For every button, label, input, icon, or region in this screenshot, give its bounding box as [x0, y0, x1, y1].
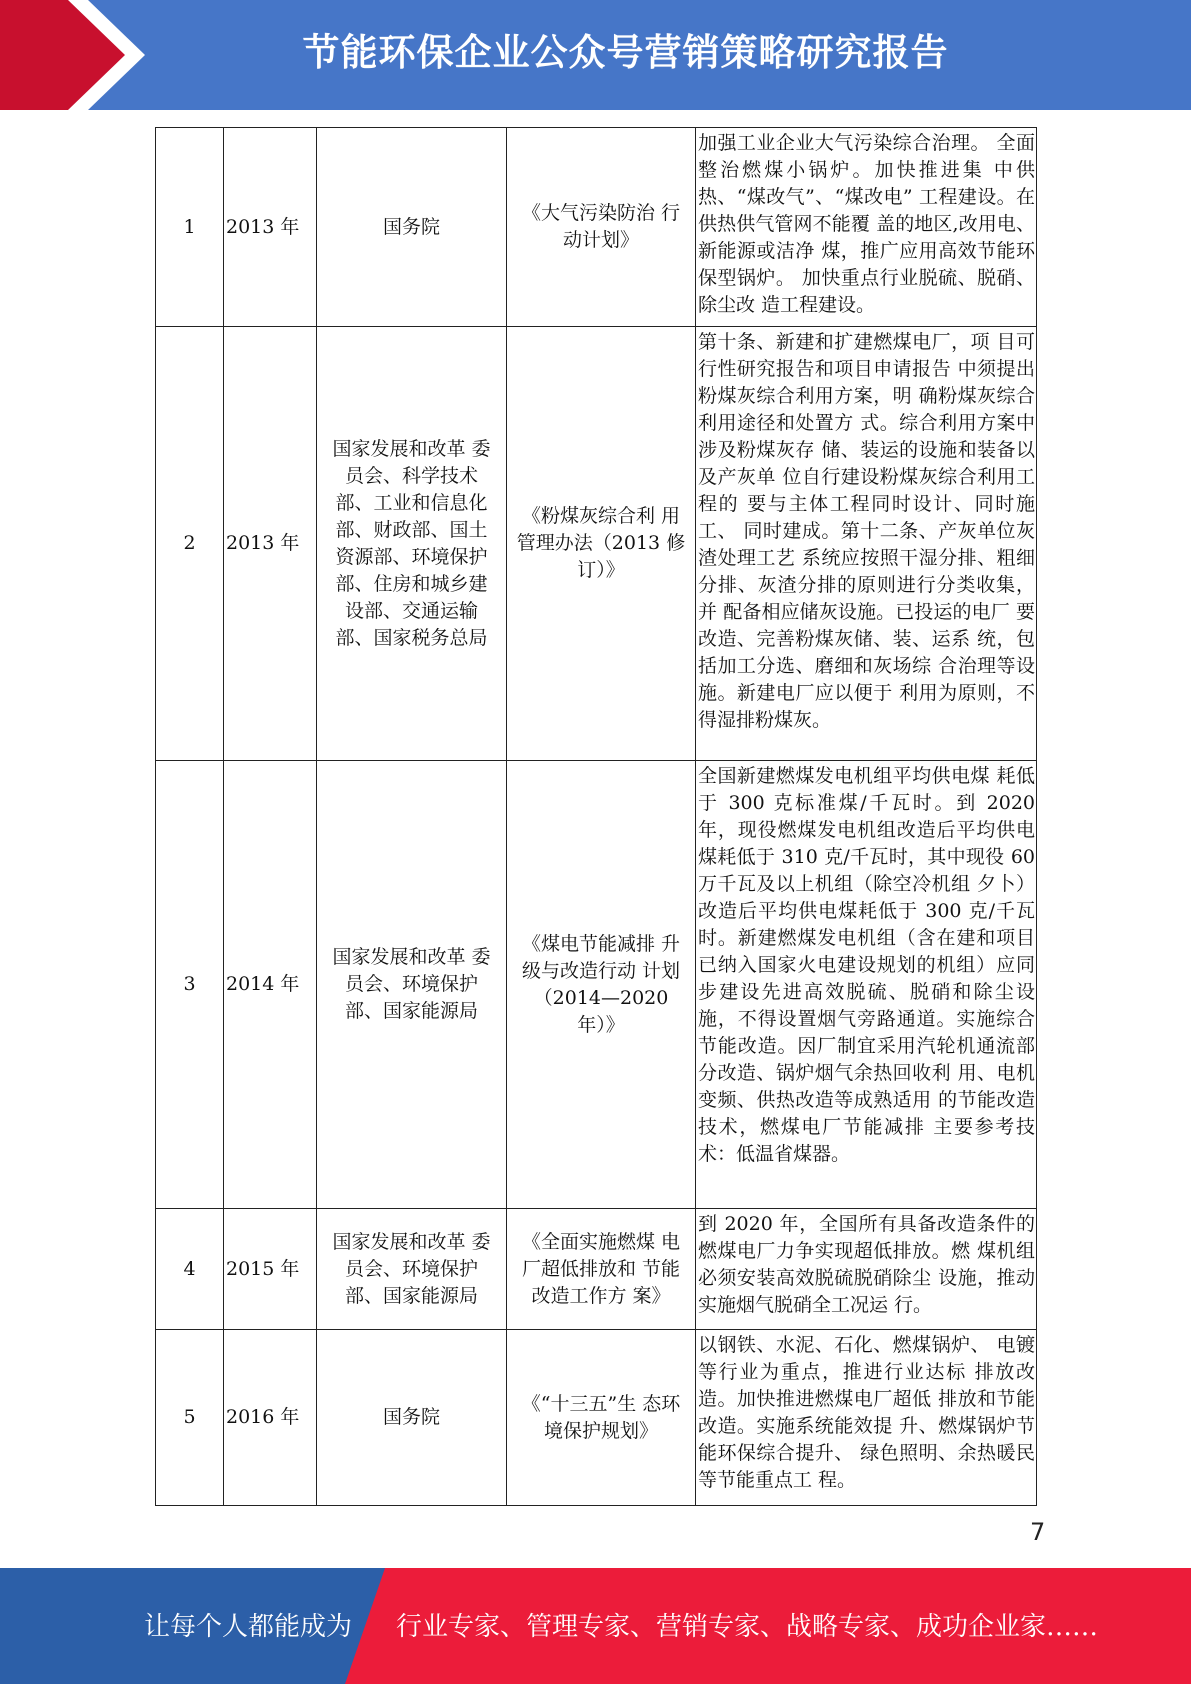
row-content: 以钢铁、水泥、石化、燃煤锅炉、 电镀等行业为重点，推进行业达标 排放改造。加快推进燃煤电厂超低 排放和节能改造。实施系统能效提 升、燃煤锅炉节能环保综合提升、 绿色照明、余热暖民等节能重点工 程。 [696, 1330, 1037, 1506]
row-organization: 国务院 [317, 128, 507, 327]
table-row [156, 1209, 1037, 1330]
row-number: 5 [156, 1330, 224, 1506]
footer-slogan-right: 行业专家、管理专家、营销专家、战略专家、成功企业家…… [396, 1612, 1099, 1642]
row-organization: 国家发展和改革 委员会、科学技术部、工业和信息化部、财政部、国土资源部、环境保护部、住房和城乡建设部、交通运输部、国家税务总局 [317, 327, 507, 761]
row-organization: 国务院 [317, 1330, 507, 1506]
page-number: 7 [1030, 1518, 1046, 1546]
row-organization: 国家发展和改革 委员会、环境保护部、国家能源局 [317, 1209, 507, 1330]
row-content: 加强工业企业大气污染综合治理。 全面整治燃煤小锅炉。加快推进集 中供热、“煤改气”、“煤改电” 工程建设。在供热供气管网不能覆 盖的地区,改用电、新能源或洁净 煤，推广应用高效节能环保型锅炉。 加快重点行业脱硫、脱硝、除尘改 造工程建设。 [696, 128, 1037, 327]
row-year: 2013 年 [224, 128, 317, 327]
row-year: 2015 年 [224, 1209, 317, 1330]
footer-band [0, 1568, 1191, 1684]
row-document: 《煤电节能减排 升级与改造行动 计划（2014—2020 年）》 [507, 761, 696, 1209]
row-content: 全国新建燃煤发电机组平均供电煤 耗低于 300 克标准煤/千瓦时。到 2020 年，现役燃煤发电机组改造后平均供电煤耗低于 310 克/千瓦时，其中现役 60 万千瓦及以上机组（除空冷机组 夕卜）改造后平均供电煤耗低于 300 克/千瓦时。新建燃煤发电机组（含在建和项目已纳入国家火电建设规划的机组）应同步建设先进高效脱硫、脱硝和除尘设施，不得设置烟气旁路通道。实施综合节能改造。因厂制宜采用汽轮机通流部分改造、锅炉烟气余热回收利 用、电机变频、供热改造等成熟适用 的节能改造技术，燃煤电厂节能减排 主要参考技术：低温省煤器。 [696, 761, 1037, 1209]
table-row [156, 327, 1037, 761]
row-content: 到 2020 年，全国所有具备改造条件的燃煤电厂力争实现超低排放。燃 煤机组必须安装高效脱硫脱硝除尘 设施，推动实施烟气脱硝全工况运 行。 [696, 1209, 1037, 1330]
row-number: 3 [156, 761, 224, 1209]
row-year: 2014 年 [224, 761, 317, 1209]
row-content: 第十条、新建和扩建燃煤电厂，项 目可行性研究报告和项目申请报告 中须提出粉煤灰综合利用方案，明 确粉煤灰综合利用途径和处置方 式。综合利用方案中涉及粉煤灰存 储、装运的设施和装备以及产灰单 位自行建设粉煤灰综合利用工程的 要与主体工程同时设计、同时施工、 同时建成。第十二条、产灰单位灰渣处理工艺 系统应按照干湿分排、粗细分排、灰渣分排的原则进行分类收集，并 配备相应储灰设施。已投运的电厂 要改造、完善粉煤灰储、装、运系 统，包括加工分选、磨细和灰场综 合治理等设施。新建电厂应以便于 利用为原则，不得湿排粉煤灰。 [696, 327, 1037, 761]
footer-slogan-left: 让每个人都能成为 [144, 1612, 353, 1642]
header-band [0, 0, 1191, 110]
table-row [156, 761, 1037, 1209]
table-row [156, 1330, 1037, 1506]
row-organization: 国家发展和改革 委员会、环境保护部、国家能源局 [317, 761, 507, 1209]
page-title: 节能环保企业公众号营销策略研究报告 [302, 31, 949, 74]
row-document: 《大气污染防治 行动计划》 [507, 128, 696, 327]
row-number: 2 [156, 327, 224, 761]
row-number: 1 [156, 128, 224, 327]
row-document: 《粉煤灰综合利 用管理办法（2013 修订）》 [507, 327, 696, 761]
row-document: 《“十三五”生 态环境保护规划》 [507, 1330, 696, 1506]
table-row [156, 128, 1037, 327]
row-number: 4 [156, 1209, 224, 1330]
row-year: 2013 年 [224, 327, 317, 761]
policy-table [155, 127, 1037, 1506]
row-document: 《全面实施燃煤 电厂超低排放和 节能改造工作方 案》 [507, 1209, 696, 1330]
row-year: 2016 年 [224, 1330, 317, 1506]
